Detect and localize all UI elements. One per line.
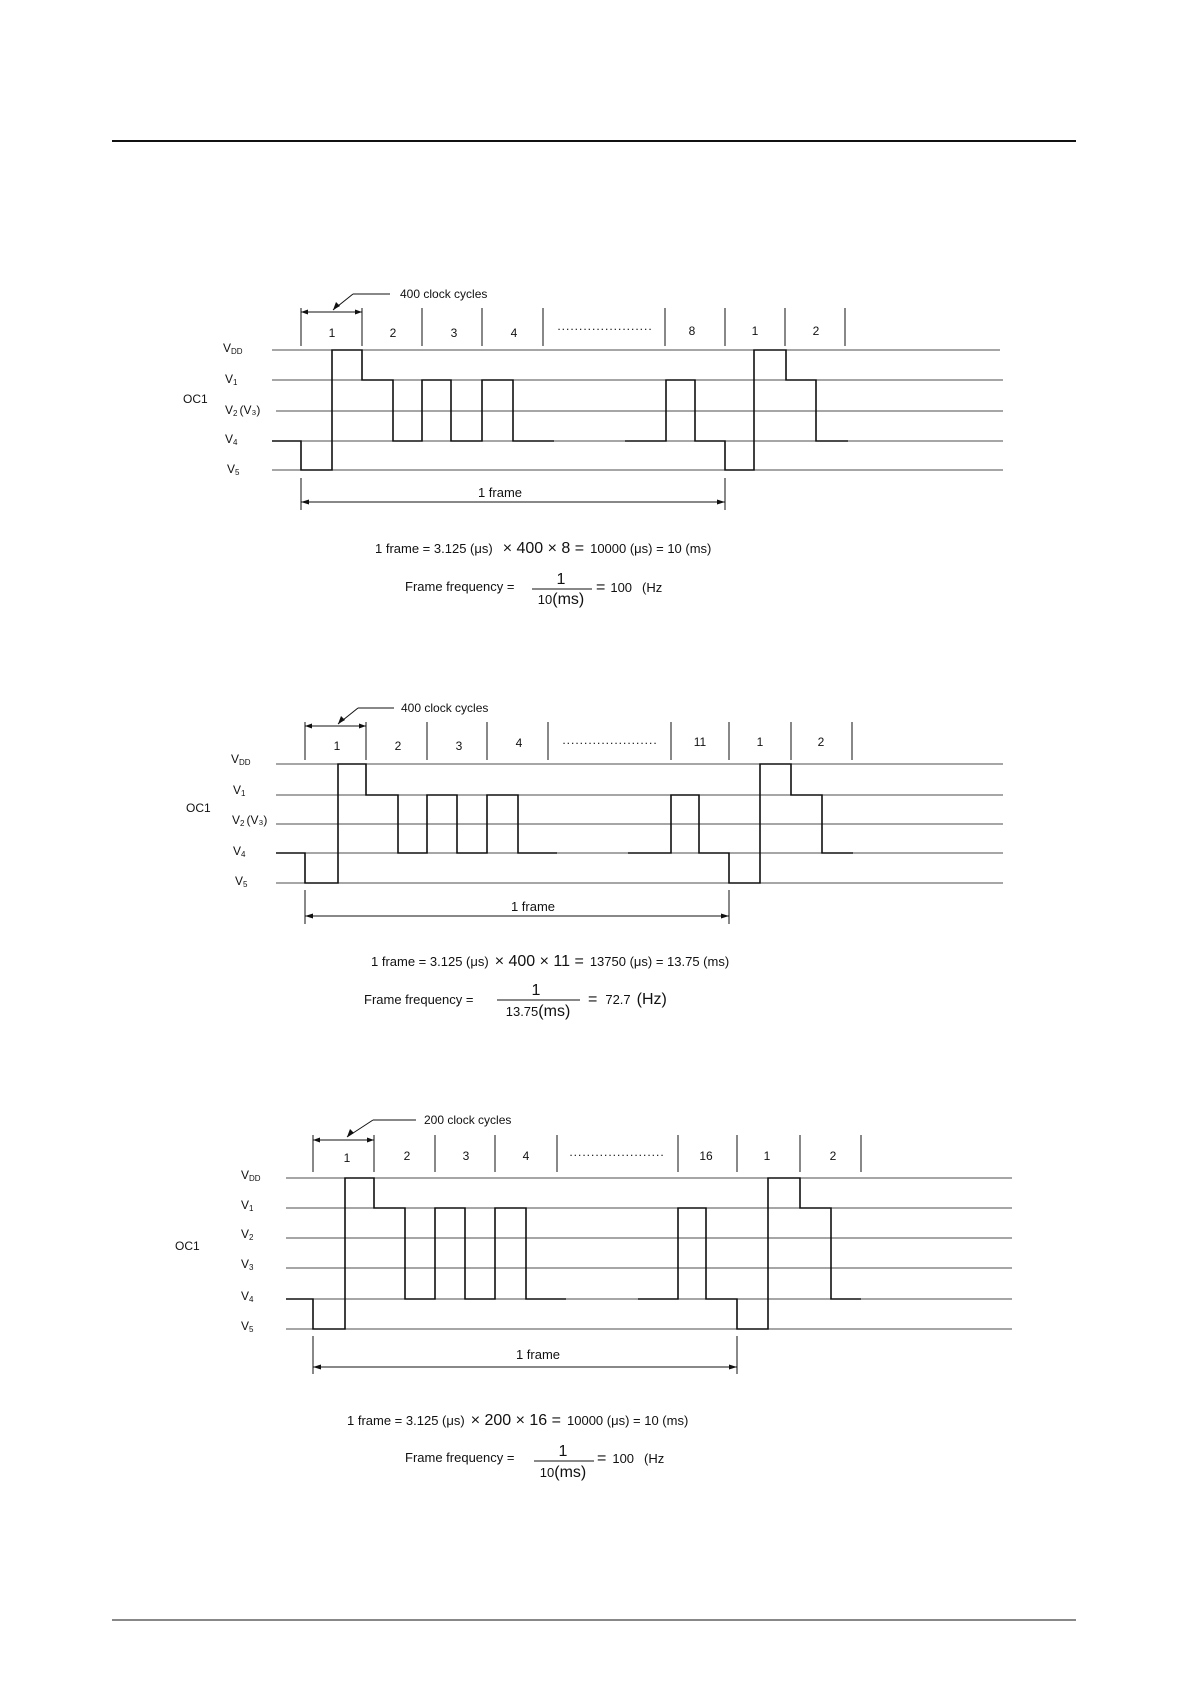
row-label-v1: V1 [241,1198,254,1213]
column-number: 2 [812,324,820,338]
signal-label: OC1 [186,801,211,815]
frequency-numerator: 1 [531,982,541,999]
dots-separator: ...................... [557,319,653,333]
frequency-label: Frame frequency = [405,579,515,594]
row-label-vdd: VDD [231,752,251,767]
frequency-denominator: 10(ms) [537,591,585,608]
column-number: 4 [510,326,518,340]
cycles-label: 400 clock cycles [401,701,489,715]
column-number: 8 [688,324,696,338]
column-number: 2 [394,739,402,753]
cycles-label: 200 clock cycles [424,1113,512,1127]
column-number: 2 [829,1149,837,1163]
row-label-v2-v3: V2 (V₃) [232,813,268,828]
frame-calculation: 1 frame = 3.125 (μs) × 200 × 16 = 10000 (μs) = 10 (ms) [347,1412,689,1429]
frame-calculation: 1 frame = 3.125 (μs) × 400 × 8 = 10000 (μs) = 10 (ms) [375,540,712,557]
frame-label: 1 frame [477,485,523,500]
frame-label: 1 frame [510,899,556,914]
column-number: 2 [403,1149,411,1163]
frame-calculation: 1 frame = 3.125 (μs) × 400 × 11 = 13750 (μs) = 13.75 (ms) [371,953,730,970]
signal-label: OC1 [183,392,208,406]
row-label-vdd: VDD [241,1168,261,1183]
frequency-result: = 72.7 (Hz) [588,991,667,1008]
column-number: 1 [343,1151,351,1165]
row-label-v1: V1 [233,783,246,798]
frequency-numerator: 1 [558,1443,568,1460]
column-number: 1 [328,326,336,340]
frequency-result: = 100 (Hz [596,579,663,596]
frequency-label: Frame frequency = [405,1450,515,1465]
row-label-v3: V3 [241,1257,254,1272]
row-label-v2: V2 [241,1227,254,1242]
frequency-denominator: 13.75(ms) [505,1003,571,1020]
row-label-v4: V4 [241,1289,254,1304]
column-number: 16 [699,1149,713,1163]
column-number: 3 [450,326,458,340]
row-label-v1: V1 [225,372,238,387]
waveform [276,764,853,883]
frequency-denominator: 10(ms) [539,1464,587,1481]
row-label-v4: V4 [225,432,238,447]
signal-label: OC1 [175,1239,200,1253]
frame-label: 1 frame [515,1347,561,1362]
column-number: 1 [756,735,764,749]
row-label-v5: V5 [241,1319,254,1334]
column-number: 1 [763,1149,771,1163]
dots-separator: ...................... [562,733,658,747]
column-number: 4 [522,1149,530,1163]
timing-diagram-3 [175,1113,1012,1481]
column-number: 3 [462,1149,470,1163]
row-label-v5: V5 [227,462,240,477]
frequency-label: Frame frequency = [364,992,474,1007]
cycles-label: 400 clock cycles [400,287,488,301]
row-label-v4: V4 [233,844,246,859]
column-number: 2 [817,735,825,749]
column-number: 1 [751,324,759,338]
column-number: 4 [515,736,523,750]
column-number: 1 [333,739,341,753]
timing-diagram-2 [186,701,1003,1020]
dots-separator: ...................... [569,1145,665,1159]
waveform [272,350,848,470]
row-label-v2-v3: V2 (V₃) [225,403,261,418]
column-number: 3 [455,739,463,753]
waveform [286,1178,861,1329]
column-number: 2 [389,326,397,340]
row-label-vdd: VDD [223,341,243,356]
column-number: 11 [693,735,707,749]
row-label-v5: V5 [235,874,248,889]
frequency-numerator: 1 [556,571,566,588]
timing-diagram-1 [183,287,1003,608]
frequency-result: = 100 (Hz [597,1450,665,1467]
